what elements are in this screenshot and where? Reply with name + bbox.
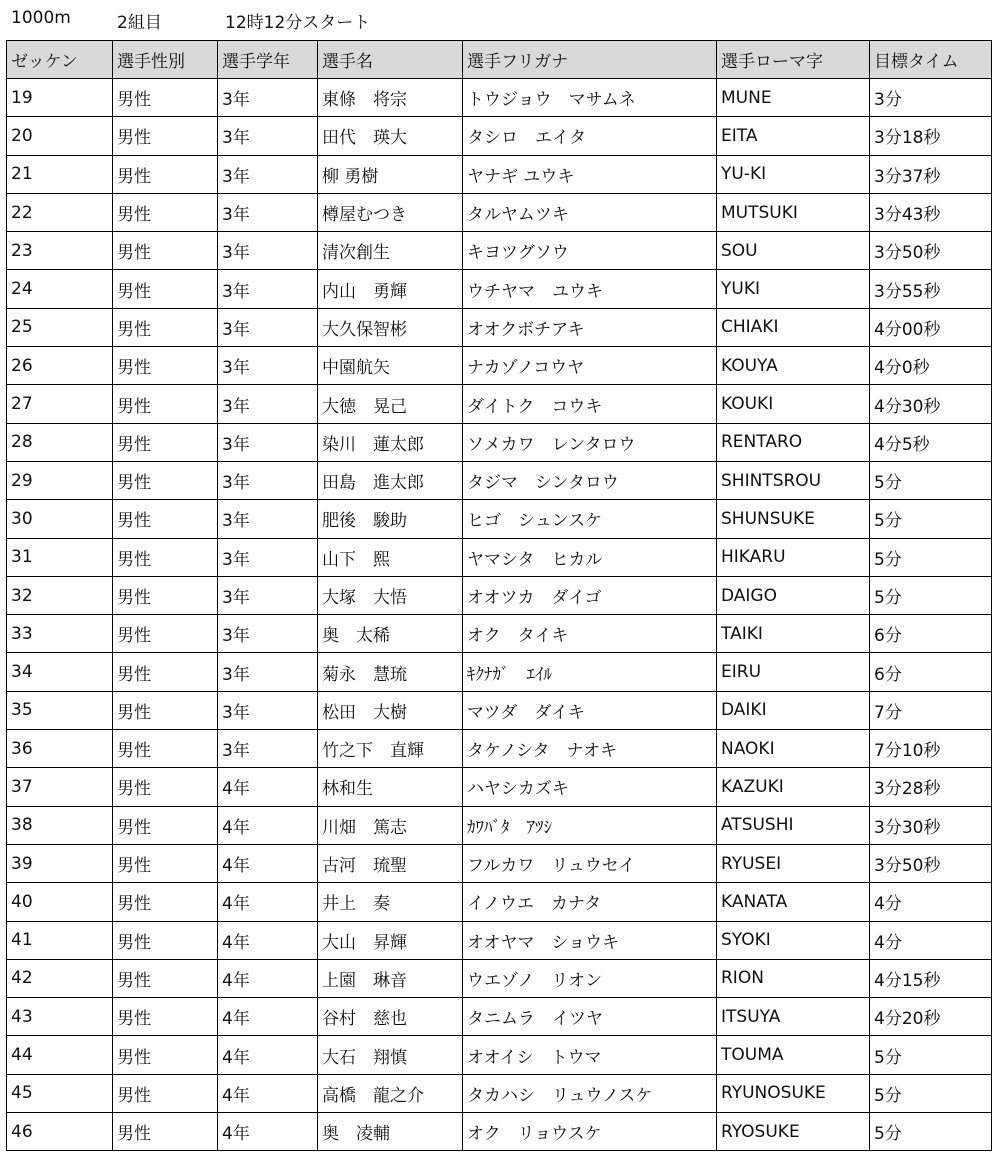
- bib-cell: 21: [7, 155, 113, 193]
- romaji-cell: SHUNSUKE: [717, 500, 870, 538]
- grade-cell: 4年: [218, 921, 318, 959]
- romaji-cell: HIKARU: [717, 538, 870, 576]
- grade-cell: 4年: [218, 844, 318, 882]
- furigana-cell: タカハシ リュウノスケ: [463, 1074, 717, 1112]
- table-row: [7, 79, 992, 117]
- col-header-furigana: 選手フリガナ: [463, 41, 717, 79]
- grade-cell: 3年: [218, 308, 318, 346]
- furigana-cell: マツダ ダイキ: [463, 691, 717, 729]
- romaji-cell: RYOSUKE: [717, 1113, 870, 1151]
- col-header-target-time: 目標タイム: [870, 41, 992, 79]
- name-cell: 高橋 龍之介: [318, 1074, 463, 1112]
- grade-cell: 4年: [218, 1113, 318, 1151]
- table-row: [7, 691, 992, 729]
- name-cell: 奥 凌輔: [318, 1113, 463, 1151]
- bib-cell: 46: [7, 1113, 113, 1151]
- romaji-cell: KAZUKI: [717, 768, 870, 806]
- furigana-cell: ウチヤマ ユウキ: [463, 270, 717, 308]
- furigana-cell: タケノシタ ナオキ: [463, 730, 717, 768]
- table-row: [7, 768, 992, 806]
- romaji-cell: SOU: [717, 232, 870, 270]
- table-row: [7, 576, 992, 614]
- bib-cell: 20: [7, 117, 113, 155]
- gender-cell: 男性: [113, 883, 218, 921]
- target-time-cell: 4分: [870, 883, 992, 921]
- page-header: [0, 0, 1000, 40]
- romaji-cell: DAIGO: [717, 576, 870, 614]
- grade-cell: 3年: [218, 461, 318, 499]
- target-time-cell: 3分43秒: [870, 193, 992, 231]
- romaji-cell: KANATA: [717, 883, 870, 921]
- bib-cell: 22: [7, 193, 113, 231]
- romaji-cell: CHIAKI: [717, 308, 870, 346]
- grade-cell: 4年: [218, 959, 318, 997]
- name-cell: 菊永 慧琉: [318, 653, 463, 691]
- target-time-cell: 5分: [870, 461, 992, 499]
- target-time-cell: 3分50秒: [870, 232, 992, 270]
- furigana-cell: キヨツグソウ: [463, 232, 717, 270]
- romaji-cell: KOUKI: [717, 385, 870, 423]
- table-row: [7, 385, 992, 423]
- grade-cell: 4年: [218, 1074, 318, 1112]
- table-row: [7, 232, 992, 270]
- bib-cell: 23: [7, 232, 113, 270]
- gender-cell: 男性: [113, 959, 218, 997]
- furigana-cell: オク リョウスケ: [463, 1113, 717, 1151]
- gender-cell: 男性: [113, 347, 218, 385]
- grade-cell: 3年: [218, 155, 318, 193]
- grade-cell: 3年: [218, 270, 318, 308]
- romaji-cell: SHINTSROU: [717, 461, 870, 499]
- target-time-cell: 3分50秒: [870, 844, 992, 882]
- name-cell: 中園航矢: [318, 347, 463, 385]
- table-row: [7, 998, 992, 1036]
- col-header-romaji: 選手ローマ字: [717, 41, 870, 79]
- gender-cell: 男性: [113, 308, 218, 346]
- table-row: [7, 959, 992, 997]
- name-cell: 林和生: [318, 768, 463, 806]
- target-time-cell: 4分: [870, 921, 992, 959]
- target-time-cell: 4分20秒: [870, 998, 992, 1036]
- bib-cell: 37: [7, 768, 113, 806]
- table-row: [7, 270, 992, 308]
- gender-cell: 男性: [113, 691, 218, 729]
- name-cell: 大徳 晃己: [318, 385, 463, 423]
- romaji-cell: EIRU: [717, 653, 870, 691]
- table-row: [7, 193, 992, 231]
- name-cell: 東條 将宗: [318, 79, 463, 117]
- furigana-cell: タシロ エイタ: [463, 117, 717, 155]
- gender-cell: 男性: [113, 998, 218, 1036]
- gender-cell: 男性: [113, 730, 218, 768]
- name-cell: 大塚 大悟: [318, 576, 463, 614]
- table-row: [7, 155, 992, 193]
- target-time-cell: 3分55秒: [870, 270, 992, 308]
- bib-cell: 41: [7, 921, 113, 959]
- romaji-cell: MUNE: [717, 79, 870, 117]
- bib-cell: 40: [7, 883, 113, 921]
- target-time-cell: 3分18秒: [870, 117, 992, 155]
- name-cell: 井上 奏: [318, 883, 463, 921]
- romaji-cell: TOUMA: [717, 1036, 870, 1074]
- grade-cell: 4年: [218, 806, 318, 844]
- race-group: 2組目: [117, 13, 162, 33]
- table-row: [7, 308, 992, 346]
- table-row: [7, 615, 992, 653]
- table-row: [7, 844, 992, 882]
- furigana-cell: ヤマシタ ヒカル: [463, 538, 717, 576]
- grade-cell: 3年: [218, 653, 318, 691]
- table-row: [7, 1074, 992, 1112]
- name-cell: 谷村 慈也: [318, 998, 463, 1036]
- bib-cell: 38: [7, 806, 113, 844]
- gender-cell: 男性: [113, 500, 218, 538]
- bib-cell: 27: [7, 385, 113, 423]
- col-header-gender: 選手性別: [113, 41, 218, 79]
- target-time-cell: 5分: [870, 576, 992, 614]
- gender-cell: 男性: [113, 79, 218, 117]
- furigana-cell: トウジョウ マサムネ: [463, 79, 717, 117]
- target-time-cell: 3分30秒: [870, 806, 992, 844]
- gender-cell: 男性: [113, 461, 218, 499]
- romaji-cell: EITA: [717, 117, 870, 155]
- bib-cell: 44: [7, 1036, 113, 1074]
- grade-cell: 3年: [218, 538, 318, 576]
- col-header-grade: 選手学年: [218, 41, 318, 79]
- grade-cell: 3年: [218, 615, 318, 653]
- romaji-cell: ATSUSHI: [717, 806, 870, 844]
- grade-cell: 3年: [218, 79, 318, 117]
- target-time-cell: 4分00秒: [870, 308, 992, 346]
- bib-cell: 31: [7, 538, 113, 576]
- name-cell: 肥後 駿助: [318, 500, 463, 538]
- gender-cell: 男性: [113, 844, 218, 882]
- bib-cell: 32: [7, 576, 113, 614]
- bib-cell: 25: [7, 308, 113, 346]
- furigana-cell: タジマ シンタロウ: [463, 461, 717, 499]
- target-time-cell: 4分0秒: [870, 347, 992, 385]
- furigana-cell: ｶﾜﾊﾞﾀ ｱﾂｼ: [463, 806, 717, 844]
- grade-cell: 4年: [218, 1036, 318, 1074]
- romaji-cell: TAIKI: [717, 615, 870, 653]
- furigana-cell: ナカゾノコウヤ: [463, 347, 717, 385]
- name-cell: 奥 太稀: [318, 615, 463, 653]
- table-row: [7, 117, 992, 155]
- grade-cell: 3年: [218, 423, 318, 461]
- table-row: [7, 1036, 992, 1074]
- furigana-cell: ヒゴ シュンスケ: [463, 500, 717, 538]
- bib-cell: 19: [7, 79, 113, 117]
- romaji-cell: YU-KI: [717, 155, 870, 193]
- name-cell: 古河 琉聖: [318, 844, 463, 882]
- bib-cell: 36: [7, 730, 113, 768]
- furigana-cell: フルカワ リュウセイ: [463, 844, 717, 882]
- target-time-cell: 5分: [870, 1036, 992, 1074]
- bib-cell: 28: [7, 423, 113, 461]
- bib-cell: 35: [7, 691, 113, 729]
- target-time-cell: 5分: [870, 500, 992, 538]
- target-time-cell: 4分30秒: [870, 385, 992, 423]
- furigana-cell: タルヤムツキ: [463, 193, 717, 231]
- gender-cell: 男性: [113, 155, 218, 193]
- gender-cell: 男性: [113, 385, 218, 423]
- romaji-cell: RYUSEI: [717, 844, 870, 882]
- romaji-cell: SYOKI: [717, 921, 870, 959]
- grade-cell: 3年: [218, 193, 318, 231]
- bib-cell: 33: [7, 615, 113, 653]
- table-row: [7, 806, 992, 844]
- gender-cell: 男性: [113, 270, 218, 308]
- name-cell: 大久保智彬: [318, 308, 463, 346]
- target-time-cell: 5分: [870, 1074, 992, 1112]
- gender-cell: 男性: [113, 1036, 218, 1074]
- romaji-cell: DAIKI: [717, 691, 870, 729]
- name-cell: 清次創生: [318, 232, 463, 270]
- table-row: [7, 538, 992, 576]
- name-cell: 大石 翔慎: [318, 1036, 463, 1074]
- name-cell: 染川 蓮太郎: [318, 423, 463, 461]
- gender-cell: 男性: [113, 615, 218, 653]
- furigana-cell: ｷｸﾅｶﾞ ｴｲﾙ: [463, 653, 717, 691]
- bib-cell: 26: [7, 347, 113, 385]
- name-cell: 田代 瑛大: [318, 117, 463, 155]
- grade-cell: 3年: [218, 691, 318, 729]
- name-cell: 川畑 篤志: [318, 806, 463, 844]
- target-time-cell: 7分10秒: [870, 730, 992, 768]
- table-row: [7, 883, 992, 921]
- target-time-cell: 3分37秒: [870, 155, 992, 193]
- furigana-cell: オク タイキ: [463, 615, 717, 653]
- col-header-bib: ゼッケン: [7, 41, 113, 79]
- roster-body: [7, 79, 992, 1151]
- gender-cell: 男性: [113, 1113, 218, 1151]
- furigana-cell: イノウエ カナタ: [463, 883, 717, 921]
- gender-cell: 男性: [113, 538, 218, 576]
- romaji-cell: ITSUYA: [717, 998, 870, 1036]
- gender-cell: 男性: [113, 653, 218, 691]
- romaji-cell: RENTARO: [717, 423, 870, 461]
- header-row: [7, 41, 992, 79]
- target-time-cell: 5分: [870, 538, 992, 576]
- gender-cell: 男性: [113, 117, 218, 155]
- col-header-name: 選手名: [318, 41, 463, 79]
- romaji-cell: NAOKI: [717, 730, 870, 768]
- furigana-cell: オオイシ トウマ: [463, 1036, 717, 1074]
- furigana-cell: ソメカワ レンタロウ: [463, 423, 717, 461]
- table-row: [7, 423, 992, 461]
- grade-cell: 3年: [218, 117, 318, 155]
- grade-cell: 3年: [218, 385, 318, 423]
- bib-cell: 29: [7, 461, 113, 499]
- table-row: [7, 500, 992, 538]
- target-time-cell: 5分: [870, 1113, 992, 1151]
- grade-cell: 3年: [218, 730, 318, 768]
- romaji-cell: RYUNOSUKE: [717, 1074, 870, 1112]
- gender-cell: 男性: [113, 921, 218, 959]
- table-row: [7, 461, 992, 499]
- table-row: [7, 1113, 992, 1151]
- start-time: 12時12分スタート: [225, 13, 371, 33]
- furigana-cell: オオクボチアキ: [463, 308, 717, 346]
- grade-cell: 3年: [218, 500, 318, 538]
- furigana-cell: タニムラ イツヤ: [463, 998, 717, 1036]
- race-distance: 1000m: [11, 8, 71, 28]
- romaji-cell: RION: [717, 959, 870, 997]
- table-row: [7, 347, 992, 385]
- name-cell: 山下 熙: [318, 538, 463, 576]
- bib-cell: 45: [7, 1074, 113, 1112]
- name-cell: 柳 勇樹: [318, 155, 463, 193]
- furigana-cell: ウエゾノ リオン: [463, 959, 717, 997]
- furigana-cell: オオツカ ダイゴ: [463, 576, 717, 614]
- bib-cell: 42: [7, 959, 113, 997]
- table-row: [7, 653, 992, 691]
- romaji-cell: KOUYA: [717, 347, 870, 385]
- target-time-cell: 4分15秒: [870, 959, 992, 997]
- furigana-cell: ハヤシカズキ: [463, 768, 717, 806]
- gender-cell: 男性: [113, 193, 218, 231]
- bib-cell: 24: [7, 270, 113, 308]
- grade-cell: 4年: [218, 883, 318, 921]
- name-cell: 竹之下 直輝: [318, 730, 463, 768]
- table-row: [7, 921, 992, 959]
- target-time-cell: 6分: [870, 615, 992, 653]
- target-time-cell: 6分: [870, 653, 992, 691]
- name-cell: 松田 大樹: [318, 691, 463, 729]
- gender-cell: 男性: [113, 576, 218, 614]
- grade-cell: 3年: [218, 347, 318, 385]
- bib-cell: 30: [7, 500, 113, 538]
- bib-cell: 39: [7, 844, 113, 882]
- bib-cell: 43: [7, 998, 113, 1036]
- name-cell: 上園 琳音: [318, 959, 463, 997]
- target-time-cell: 3分: [870, 79, 992, 117]
- grade-cell: 4年: [218, 998, 318, 1036]
- furigana-cell: ダイトク コウキ: [463, 385, 717, 423]
- bib-cell: 34: [7, 653, 113, 691]
- name-cell: 大山 昇輝: [318, 921, 463, 959]
- target-time-cell: 7分: [870, 691, 992, 729]
- name-cell: 内山 勇輝: [318, 270, 463, 308]
- gender-cell: 男性: [113, 1074, 218, 1112]
- gender-cell: 男性: [113, 423, 218, 461]
- romaji-cell: YUKI: [717, 270, 870, 308]
- grade-cell: 3年: [218, 232, 318, 270]
- target-time-cell: 4分5秒: [870, 423, 992, 461]
- furigana-cell: オオヤマ ショウキ: [463, 921, 717, 959]
- name-cell: 樽屋むつき: [318, 193, 463, 231]
- roster-table: [6, 40, 992, 1151]
- furigana-cell: ヤナギ ユウキ: [463, 155, 717, 193]
- gender-cell: 男性: [113, 806, 218, 844]
- romaji-cell: MUTSUKI: [717, 193, 870, 231]
- gender-cell: 男性: [113, 232, 218, 270]
- grade-cell: 4年: [218, 768, 318, 806]
- gender-cell: 男性: [113, 768, 218, 806]
- name-cell: 田島 進太郎: [318, 461, 463, 499]
- target-time-cell: 3分28秒: [870, 768, 992, 806]
- grade-cell: 3年: [218, 576, 318, 614]
- table-row: [7, 730, 992, 768]
